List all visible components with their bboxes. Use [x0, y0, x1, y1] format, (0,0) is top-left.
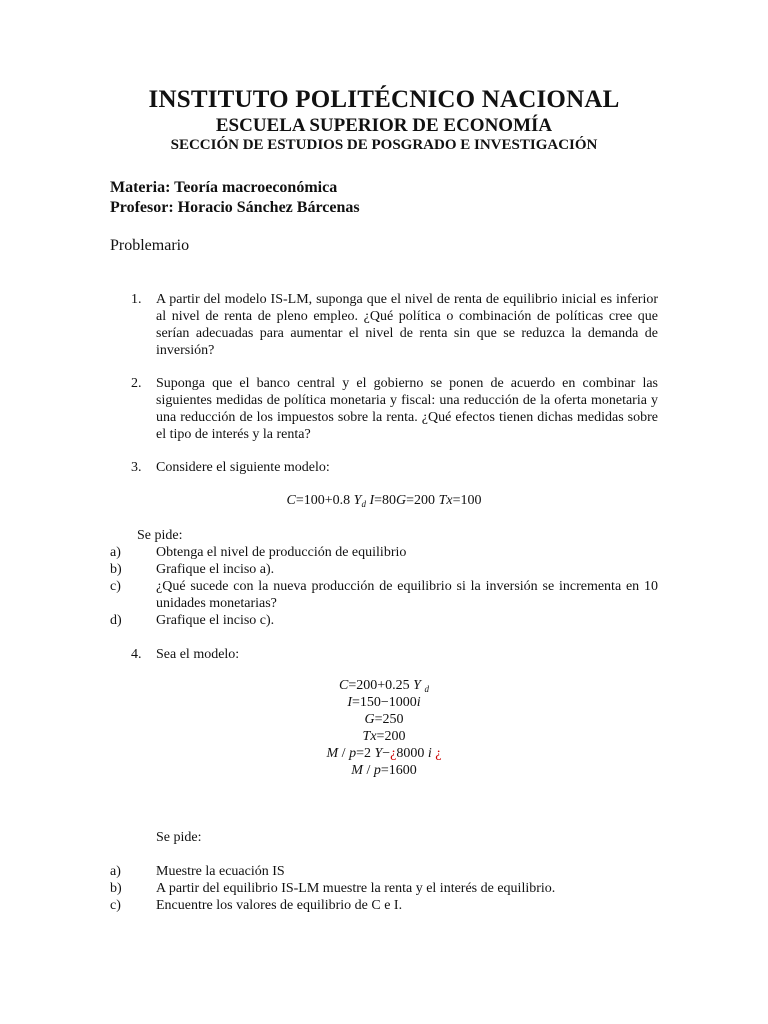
- subitem-letter: c): [110, 898, 121, 913]
- equation-line: [0, 728, 768, 745]
- equation-model-4: [0, 677, 768, 779]
- eq-text: =200: [406, 493, 436, 508]
- eq-error-glyph: ¿: [435, 746, 442, 761]
- eq-symbol: M: [326, 746, 339, 761]
- subitem-text: Obtenga el nivel de producción de equilibrio: [156, 545, 407, 560]
- subitem: [110, 612, 658, 629]
- problem-text: Suponga que el banco central y el gobierno se ponen de acuerdo en combinar las siguientes medidas de política monetaria y fiscal: una reducción de la oferta monetaria y una reducción de los impuestos sobre la renta. ¿Qué efectos tienen dichas medidas sobre el tipo de interés y la renta?: [156, 376, 658, 442]
- eq-text: =250: [374, 712, 404, 727]
- eq-symbol: i: [416, 695, 421, 710]
- problem-text: Considere el siguiente modelo:: [156, 460, 330, 475]
- subitem-letter: a): [110, 545, 121, 560]
- eq-symbol: C: [286, 493, 296, 508]
- equation-line: [0, 711, 768, 728]
- subitem: [110, 897, 658, 914]
- equation-line: [0, 694, 768, 711]
- subitem: [110, 561, 658, 578]
- eq-symbol: Y: [413, 678, 421, 693]
- professor-line: Profesor: Horacio Sánchez Bárcenas: [110, 199, 360, 216]
- eq-text: /: [362, 763, 374, 778]
- subitem-letter: d): [110, 613, 122, 628]
- problem-number: 4.: [131, 647, 142, 662]
- subitem-text: Encuentre los valores de equilibrio de C e I.: [156, 898, 403, 913]
- eq-symbol: I: [347, 695, 352, 710]
- equation-line: [0, 762, 768, 779]
- eq-symbol: p: [373, 763, 381, 778]
- subitem: [110, 544, 658, 561]
- problem-2: [131, 375, 658, 443]
- eq-symbol: Y: [353, 493, 362, 508]
- section-title: SECCIÓN DE ESTUDIOS DE POSGRADO E INVESTIGACIÓN: [170, 137, 598, 153]
- eq-symbol: p: [349, 746, 357, 761]
- eq-text: /: [338, 746, 350, 761]
- eq-text: =2: [356, 746, 371, 761]
- eq-text: =200+0.25: [348, 678, 410, 693]
- subitem: [110, 863, 658, 880]
- eq-subscript: d: [361, 499, 366, 509]
- eq-symbol: i: [427, 746, 432, 761]
- equation-line: [0, 745, 768, 762]
- subitem: [110, 880, 658, 897]
- eq-text: =100: [452, 493, 482, 508]
- equation-model-3: [0, 492, 768, 513]
- eq-text: =150−1000: [351, 695, 417, 710]
- eq-text: 8000: [396, 746, 425, 761]
- problem-number: 1.: [131, 292, 142, 307]
- subitem: [110, 578, 658, 612]
- eq-symbol: I: [369, 493, 375, 508]
- eq-symbol: Tx: [438, 493, 453, 508]
- se-pide-label: Se pide:: [137, 528, 183, 543]
- subitem-text: A partir del equilibrio IS-LM muestre la renta y el interés de equilibrio.: [156, 881, 556, 896]
- subitem-text: Muestre la ecuación IS: [156, 864, 285, 879]
- subject-line: Materia: Teoría macroeconómica: [110, 179, 338, 196]
- subitem-letter: b): [110, 881, 122, 896]
- eq-text: −: [382, 746, 391, 761]
- problem-text: Sea el modelo:: [156, 647, 240, 662]
- doc-title: Problemario: [110, 237, 190, 254]
- school-title: ESCUELA SUPERIOR DE ECONOMÍA: [215, 115, 553, 136]
- eq-text: =100+0.8: [295, 493, 351, 508]
- eq-error-glyph: ¿: [390, 746, 397, 761]
- institution-title: INSTITUTO POLITÉCNICO NACIONAL: [148, 86, 620, 113]
- subitem-letter: b): [110, 562, 122, 577]
- eq-text: =200: [376, 729, 406, 744]
- eq-symbol: M: [351, 763, 363, 778]
- problem-text: A partir del modelo IS-LM, suponga que el nivel de renta de equilibrio inicial es inferior al nivel de renta de pleno empleo. ¿Qué política o combinación de políticas cree que serían adecuadas para aumentar el nivel de renta sin que se reduzca la demanda de inversión?: [156, 292, 658, 358]
- subitem-text: ¿Qué sucede con la nueva producción de equilibrio si la inversión se incrementa en 10 unidades monetarias?: [156, 579, 658, 611]
- subitem-text: Grafique el inciso a).: [156, 562, 275, 577]
- eq-symbol: C: [339, 678, 349, 693]
- problem-number: 3.: [131, 460, 142, 475]
- subitem-letter: a): [110, 864, 121, 879]
- eq-text: =80: [374, 493, 397, 508]
- equation-line: [0, 677, 768, 694]
- eq-symbol: G: [364, 712, 375, 727]
- eq-symbol: G: [396, 493, 407, 508]
- eq-subscript: d: [424, 684, 429, 694]
- problem-3: [131, 459, 658, 476]
- problem-4: [131, 646, 658, 663]
- problem-1: [131, 291, 658, 359]
- eq-symbol: Tx: [362, 729, 377, 744]
- eq-text: =1600: [380, 763, 417, 778]
- problem-number: 2.: [131, 376, 142, 391]
- subitem-text: Grafique el inciso c).: [156, 613, 275, 628]
- se-pide-label: Se pide:: [156, 830, 202, 845]
- eq-symbol: Y: [374, 746, 383, 761]
- subitem-letter: c): [110, 579, 121, 594]
